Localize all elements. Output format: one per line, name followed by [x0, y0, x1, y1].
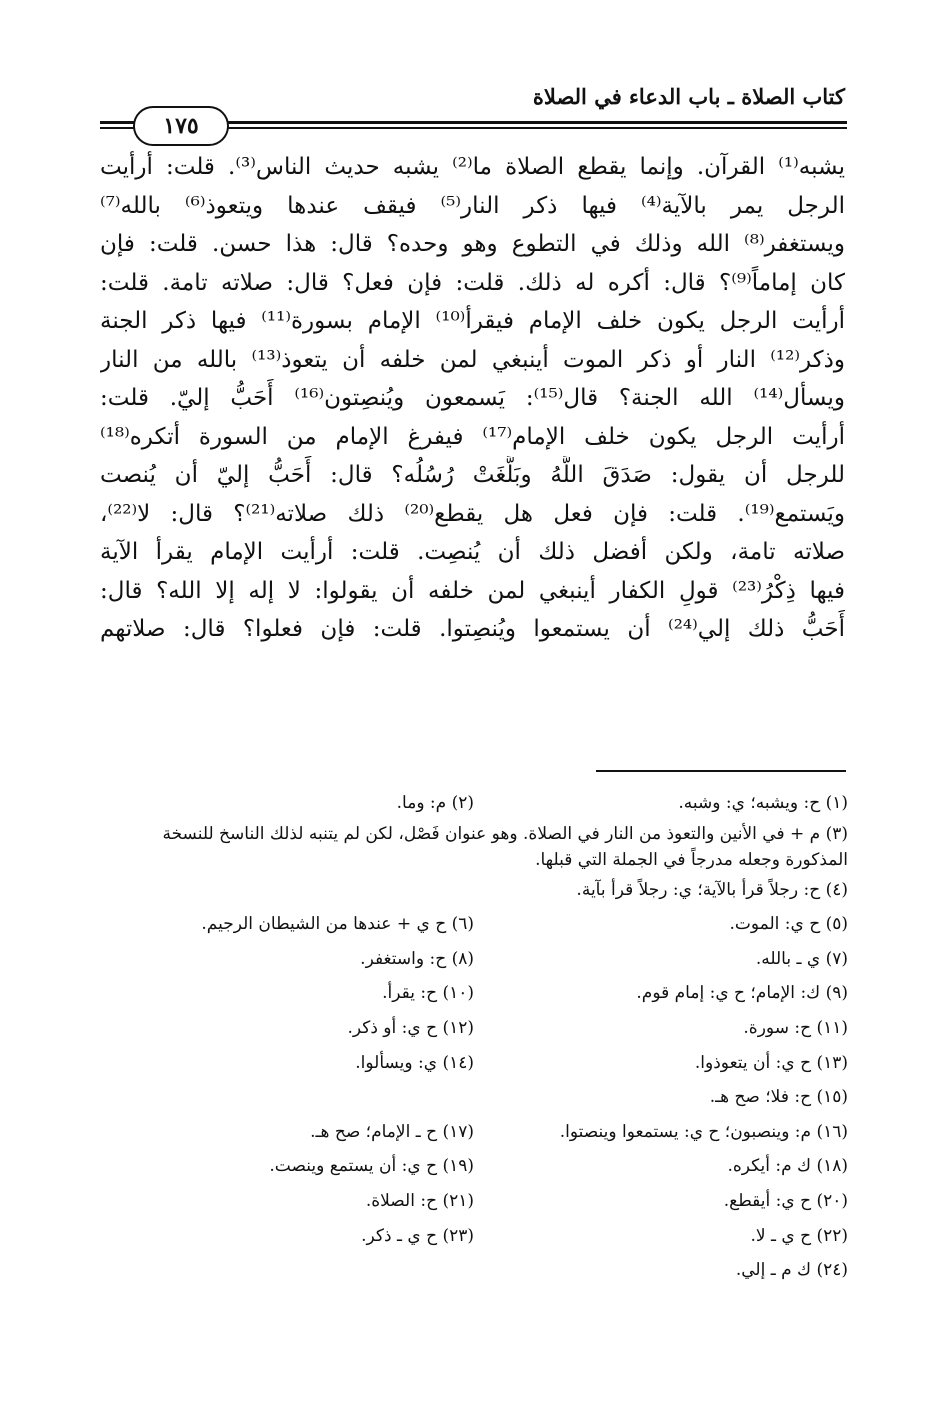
body-line: أرأيت الرجل يكون خلف الإمام⁽¹⁷⁾ فيفرغ الإمام من السورة أتكره⁽¹⁸⁾ — [100, 423, 845, 450]
footnote: (١٩) ح ي: أن يستمع وينصت. — [269, 1156, 474, 1177]
footnote-row — [100, 1046, 848, 1081]
footnotes — [100, 786, 848, 1288]
footnote: (١) ح: ويشبه؛ ي: وشبه. — [678, 793, 848, 813]
footnote-row — [100, 907, 848, 942]
footnote: (١٥) ح: فلا؛ صح هـ. — [709, 1087, 848, 1108]
body-line: الرجل يمر بالآية⁽⁴⁾ فيها ذكر النار⁽⁵⁾ فيقف عندها ويتعوذ⁽⁶⁾ بالله⁽⁷⁾ — [100, 192, 845, 219]
body-text — [100, 148, 845, 649]
running-title: كتاب الصلاة ـ باب الدعاء في الصلاة — [532, 84, 845, 109]
body-line: صلاته تامة، ولكن أفضل ذلك أن يُنصِت. قلت: أرأيت الإمام يقرأ الآية — [100, 539, 845, 565]
footnote-row — [100, 976, 848, 1011]
footnote-row — [100, 821, 848, 873]
body-line: ويسأل⁽¹⁴⁾ الله الجنة؟ قال⁽¹⁵⁾: يَسمعون ويُنصِتون⁽¹⁶⁾ أَحَبُّ إليّ. قلت: — [100, 385, 845, 411]
footnote: (٢١) ح: الصلاة. — [365, 1190, 474, 1211]
footnote: (١٣) ح ي: أن يتعوذوا. — [694, 1052, 848, 1073]
body-line: أَحَبُّ ذلك إلي⁽²⁴⁾ أن يستمعوا ويُنصِتوا. قلت: فإن فعلوا؟ قال: صلاتهم — [100, 616, 845, 642]
footnote: (١٠) ح: يقرأ. — [382, 983, 474, 1004]
body-line: يشبه⁽¹⁾ القرآن. وإنما يقطع الصلاة ما⁽²⁾ يشبه حديث الناس⁽³⁾. قلت: أرأيت — [100, 154, 845, 180]
footnote-row — [100, 1011, 848, 1046]
footnote: (١١) ح: سورة. — [743, 1017, 848, 1038]
footnote-row — [100, 786, 848, 821]
body-line: أرأيت الرجل يكون خلف الإمام فيقرأ⁽¹⁰⁾ الإمام بسورة⁽¹¹⁾ فيها ذكر الجنة — [100, 308, 845, 334]
footnote-row — [100, 873, 848, 908]
footnote: (١٦) م: وينصبون؛ ح ي: يستمعوا وينصتوا. — [559, 1121, 848, 1142]
footnote-row — [100, 1115, 848, 1150]
footnote-row — [100, 1149, 848, 1184]
footnote-row — [100, 1184, 848, 1219]
footnote: (١٢) ح ي: أو ذكر. — [347, 1017, 474, 1038]
footnote: (٢٠) ح ي: أيقطع. — [723, 1190, 848, 1211]
body-line: وذكر⁽¹²⁾ النار أو ذكر الموت أينبغي لمن خلفه أن يتعوذ⁽¹³⁾ بالله من النار — [100, 346, 845, 373]
footnote-row — [100, 1253, 848, 1288]
footnote-row — [100, 1080, 848, 1115]
footnote: (١٤) ي: ويسألوا. — [355, 1052, 474, 1073]
footnote: (٨) ح: واستغفر. — [360, 948, 474, 969]
footnote: (١٨) ك م: أيكره. — [727, 1156, 848, 1177]
footnote-row — [100, 942, 848, 977]
footnote: (٢) م: وما. — [396, 793, 474, 813]
body-line: فيها ذِكْرُ⁽²³⁾ قولِ الكفار أينبغي لمن خلفه أن يقولوا: لا إله إلا الله؟ قال: — [100, 577, 845, 604]
body-line: للرجل أن يقول: صَدَقَ اللَّهُ وبَلَّغَتْ رُسُلُه؟ قال: أَحَبُّ إليّ أن يُنصت — [100, 462, 845, 488]
footnote: (٢٤) ك م ـ إلي. — [735, 1260, 848, 1281]
footnote: (٢٣) ح ي ـ ذكر. — [361, 1225, 474, 1246]
body-line: ويستغفر⁽⁸⁾ الله وذلك في التطوع وهو وحده؟ قال: هذا حسن. قلت: فإن — [100, 231, 845, 257]
body-line: كان إماماً⁽⁹⁾؟ قال: أكره له ذلك. قلت: فإن فعل؟ قال: صلاته تامة. قلت: — [100, 269, 845, 296]
page-number: ١٧٥ — [133, 106, 229, 146]
footnote: (٩) ك: الإمام؛ ح ي: إمام قوم. — [636, 983, 848, 1004]
footnote: (٤) ح: رجلاً قرأ بالآية؛ ي: رجلاً قرأ بآية. — [576, 879, 848, 900]
footnote: (٧) ي ـ بالله. — [755, 948, 848, 969]
footnote: (٣) م + في الأنين والتعوذ من النار في الصلاة. وهو عنوان فَصْل، لكن لم يتنبه لذلك الناسخ للنسخة المذكورة وجعله مدرجاً في الجملة التي قبلها. — [162, 823, 848, 870]
footnote: (٢٢) ح ي ـ لا. — [750, 1225, 848, 1246]
footnote: (٦) ح ي + عندها من الشيطان الرجيم. — [201, 914, 474, 935]
footnote-row — [100, 1219, 848, 1254]
footnote-separator — [596, 770, 846, 772]
footnote: (٥) ح ي: الموت. — [729, 914, 848, 935]
footnote: (١٧) ح ـ الإمام؛ صح هـ. — [310, 1121, 474, 1142]
body-line: ويَستمع⁽¹⁹⁾. قلت: فإن فعل هل يقطع⁽²⁰⁾ ذلك صلاته⁽²¹⁾؟ قال: لا⁽²²⁾، — [100, 500, 845, 527]
